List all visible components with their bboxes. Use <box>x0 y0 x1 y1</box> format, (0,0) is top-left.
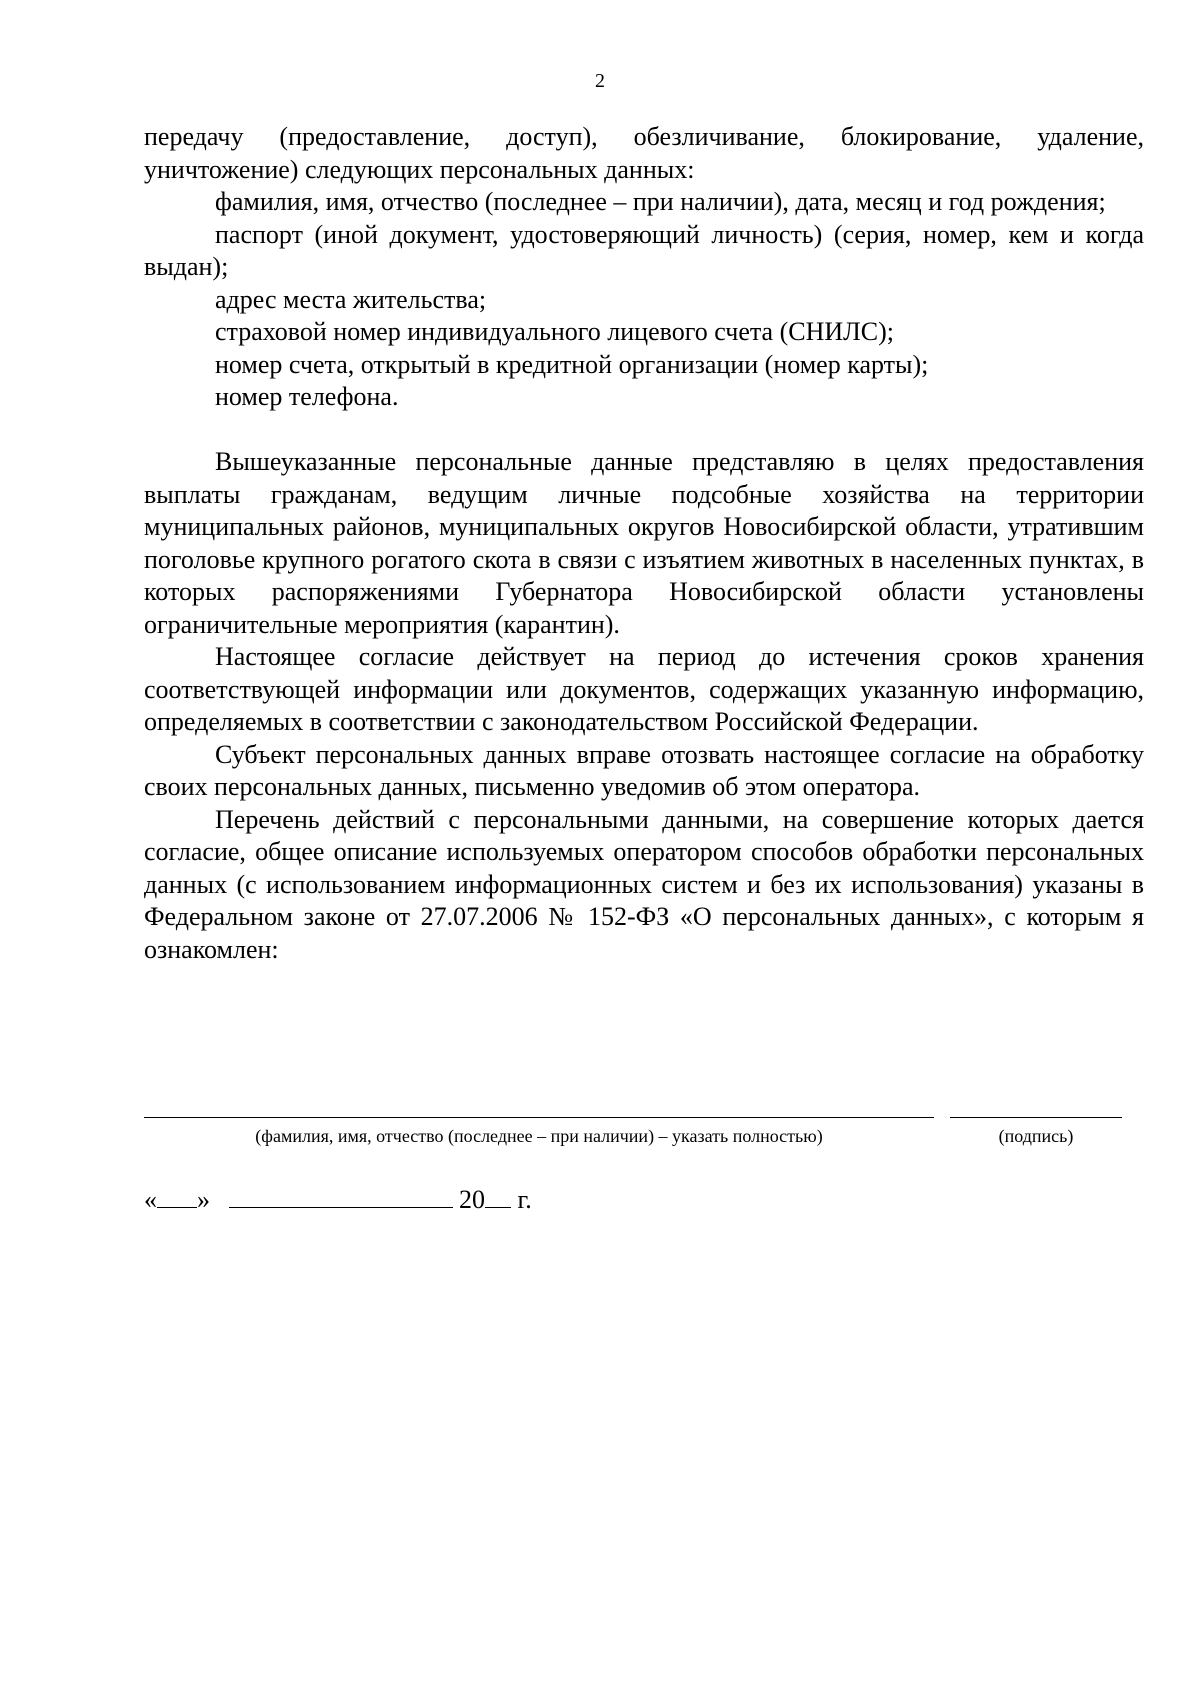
date-line <box>144 1185 532 1215</box>
month-blank[interactable] <box>229 1185 453 1208</box>
document-body <box>144 121 1144 966</box>
paragraph-actions: Перечень действий с персональными данными, на совершение которых дается согласие, общее описание используемых оператором способов обработки персональных данных (с использованием информационных систем и без их использования) указаны в Федеральном законе от 27.07.2006 № 152-ФЗ «О персональных данных», с которым я ознакомлен: <box>144 804 1144 964</box>
open-quote: « <box>144 1185 157 1214</box>
list-item: адрес места жительства; <box>215 284 487 314</box>
page-number: 2 <box>595 70 605 92</box>
paragraph-purpose: Вышеуказанные персональные данные представляю в целях предоставления выплаты гражданам, ведущим личные подсобные хозяйства на территории муниципальных районов, муниципальных округов Новосибирской области, утратившим поголовье крупного рогатого скота в связи с изъятием животных в населенных пунктах, в которых распоряжениями Губернатора Новосибирской области установлены ограничительные мероприятия (карантин). <box>144 447 1144 639</box>
list-item: страховой номер индивидуального лицевого счета (СНИЛС); <box>215 317 894 346</box>
year-suffix: г. <box>517 1185 532 1214</box>
close-quote: » <box>197 1185 210 1214</box>
signature-line[interactable] <box>950 1117 1122 1118</box>
spacer <box>144 414 1144 447</box>
paragraph-intro: передачу (предоставление, доступ), обезличивание, блокирование, удаление, уничтожение) следующих персональных данных: <box>144 122 1144 184</box>
paragraph-validity: Настоящее согласие действует на период до истечения сроков хранения соответствующей информации или документов, содержащих указанную информацию, определяемых в соответствии с законодательством Российской Федерации. <box>144 642 1144 736</box>
day-blank[interactable] <box>157 1185 197 1208</box>
list-item: номер телефона. <box>215 382 399 411</box>
list-item: номер счета, открытый в кредитной организации (номер карты); <box>215 349 929 379</box>
paragraph-revocation: Субъект персональных данных вправе отозвать настоящее согласие на обработку своих персональных данных, письменно уведомив об этом оператора. <box>144 739 1144 801</box>
list-item: фамилия, имя, отчество (последнее – при наличии), дата, месяц и год рождения; <box>215 187 1106 216</box>
signature-caption: (подпись) <box>998 1126 1074 1146</box>
list-item: паспорт (иной документ, удостоверяющий личность) (серия, номер, кем и когда выдан); <box>144 219 1144 281</box>
year-prefix: 20 <box>459 1185 485 1214</box>
name-signature-line[interactable] <box>144 1117 934 1118</box>
year-blank[interactable] <box>485 1185 511 1208</box>
name-caption: (фамилия, имя, отчество (последнее – при наличии) – указать полностью) <box>255 1126 823 1146</box>
